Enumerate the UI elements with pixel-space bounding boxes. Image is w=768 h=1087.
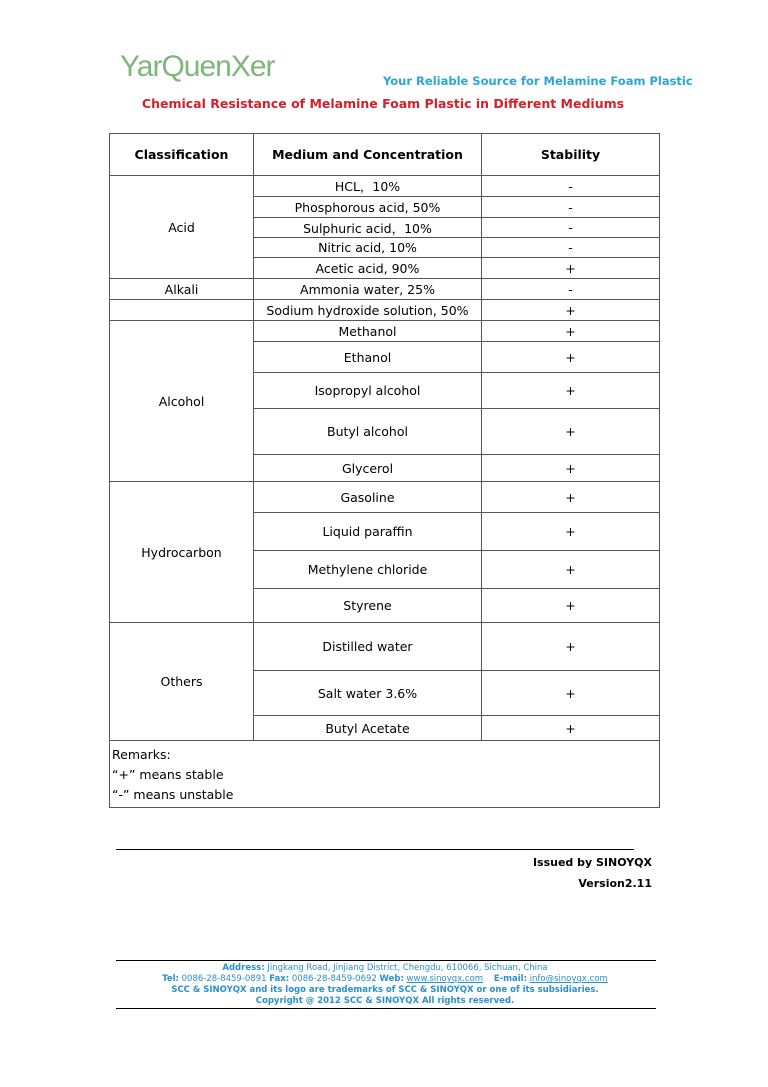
classification-cell: Acid xyxy=(110,176,254,279)
stability-cell: - xyxy=(482,197,660,218)
trademark: SCC & SINOYQX and its logo are trademarks of SCC & SINOYQX or one of its subsidiaries. xyxy=(171,985,599,995)
table-row xyxy=(110,176,660,197)
table-row xyxy=(110,300,660,321)
issued-by: Issued by SINOYQX xyxy=(532,856,652,869)
footer-bottom-rule xyxy=(116,1008,656,1009)
stability-cell: - xyxy=(482,279,660,300)
table-row xyxy=(110,321,660,342)
stability-cell: + xyxy=(482,373,660,409)
remark-line: Remarks: xyxy=(112,747,171,762)
medium-cell: Butyl Acetate xyxy=(254,716,482,741)
medium-cell: Sodium hydroxide solution, 50% xyxy=(254,300,482,321)
medium-cell: HCL，10% xyxy=(254,176,482,197)
medium-cell: Styrene xyxy=(254,589,482,623)
medium-cell: Glycerol xyxy=(254,455,482,482)
table-row xyxy=(110,279,660,300)
classification-cell: Alcohol xyxy=(110,321,254,482)
column-header: Medium and Concentration xyxy=(254,134,482,176)
classification-cell: Others xyxy=(110,623,254,741)
medium-cell: Sulphuric acid，10% xyxy=(254,218,482,238)
address: Jingkang Road, Jinjiang District, Chengdu, 610066, Sichuan, China xyxy=(264,963,548,973)
column-header: Classification xyxy=(110,134,254,176)
stability-cell: + xyxy=(482,321,660,342)
stability-cell: + xyxy=(482,455,660,482)
tagline: Your Reliable Source for Melamine Foam Plastic xyxy=(383,74,693,88)
remark-line: “-” means unstable xyxy=(112,787,234,802)
remarks-row xyxy=(110,741,660,808)
fax-label: Fax: xyxy=(269,974,290,984)
medium-cell: Acetic acid, 90% xyxy=(254,258,482,279)
web-label: Web: xyxy=(379,974,404,984)
remarks xyxy=(110,741,660,808)
classification-cell: Alkali xyxy=(110,279,254,300)
stability-cell: - xyxy=(482,238,660,258)
column-header: Stability xyxy=(482,134,660,176)
medium-cell: Distilled water xyxy=(254,623,482,671)
remark-line: “+” means stable xyxy=(112,767,224,782)
stability-cell: + xyxy=(482,300,660,321)
medium-cell: Isopropyl alcohol xyxy=(254,373,482,409)
medium-cell: Ethanol xyxy=(254,342,482,373)
stability-cell: + xyxy=(482,623,660,671)
medium-cell: Methylene chloride xyxy=(254,551,482,589)
chemical-resistance-table xyxy=(109,133,660,808)
stability-cell: + xyxy=(482,589,660,623)
stability-cell: + xyxy=(482,482,660,513)
stability-cell: + xyxy=(482,258,660,279)
classification-cell: Hydrocarbon xyxy=(110,482,254,623)
email-label: E-mail: xyxy=(493,974,527,984)
medium-cell: Gasoline xyxy=(254,482,482,513)
divider xyxy=(116,849,634,850)
table-row xyxy=(110,482,660,513)
fax: 0086-28-8459-0692 xyxy=(289,974,380,984)
stability-cell: - xyxy=(482,218,660,238)
stability-cell: + xyxy=(482,716,660,741)
stability-cell: + xyxy=(482,671,660,716)
version: Version2.11 xyxy=(578,877,652,890)
medium-cell: Ammonia water, 25% xyxy=(254,279,482,300)
medium-cell: Salt water 3.6% xyxy=(254,671,482,716)
copyright: Copyright @ 2012 SCC & SINOYQX All rights reserved. xyxy=(255,996,515,1006)
document-title: Chemical Resistance of Melamine Foam Plastic in Different Mediums xyxy=(141,96,625,111)
stability-cell: - xyxy=(482,176,660,197)
medium-cell: Methanol xyxy=(254,321,482,342)
medium-cell: Phosphorous acid, 50% xyxy=(254,197,482,218)
table-row xyxy=(110,623,660,671)
tel-label: Tel: xyxy=(162,974,179,984)
classification-cell xyxy=(110,300,254,321)
medium-cell: Nitric acid, 10% xyxy=(254,238,482,258)
company-logo: YarQuenXer xyxy=(120,50,275,83)
web-link[interactable]: www.sinoyqx.com xyxy=(406,974,484,984)
stability-cell: + xyxy=(482,551,660,589)
medium-cell: Liquid paraffin xyxy=(254,513,482,551)
footer xyxy=(110,963,660,1007)
tel: 0086-28-8459-0891 xyxy=(178,974,270,984)
email-link[interactable]: info@sinoyqx.com xyxy=(529,974,608,984)
stability-cell: + xyxy=(482,342,660,373)
medium-cell: Butyl alcohol xyxy=(254,409,482,455)
footer-top-rule xyxy=(116,960,656,961)
stability-cell: + xyxy=(482,409,660,455)
table-header-row xyxy=(110,134,660,176)
address-label: Address: xyxy=(222,963,265,973)
stability-cell: + xyxy=(482,513,660,551)
